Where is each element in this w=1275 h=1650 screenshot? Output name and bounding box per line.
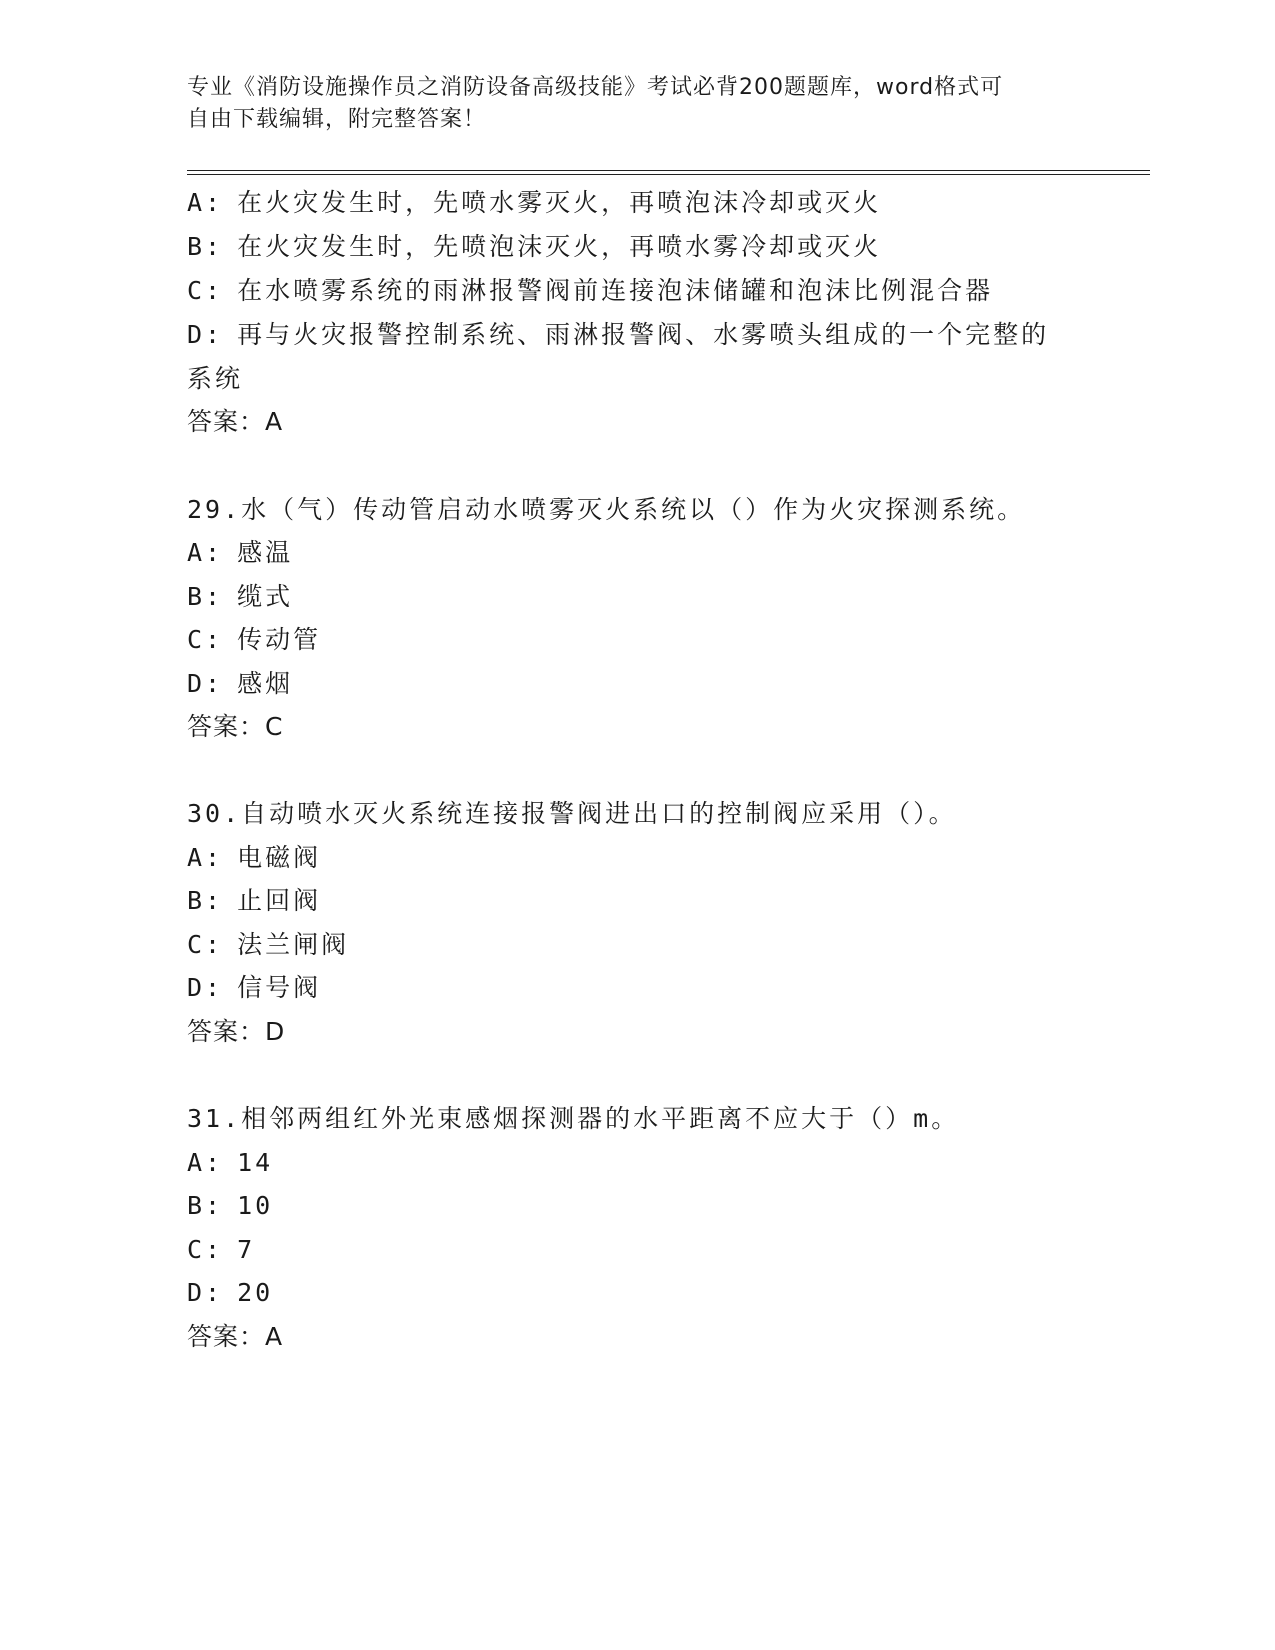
option-text: 在水喷雾系统的雨淋报警阀前连接泡沫储罐和泡沫比例混合器	[237, 276, 994, 305]
option-a	[187, 840, 321, 876]
document-title-line-1: 专业《消防设施操作员之消防设备高级技能》考试必背200题题库，word格式可	[187, 75, 1004, 100]
option-text: 7	[237, 1235, 256, 1264]
option-a	[187, 1145, 273, 1181]
option-d	[187, 666, 293, 702]
option-text: 20	[237, 1278, 274, 1307]
option-letter: D:	[187, 320, 224, 349]
option-c	[187, 273, 993, 309]
option-letter: C:	[187, 1235, 224, 1264]
option-letter: A:	[187, 538, 224, 567]
option-letter: C:	[187, 276, 224, 305]
option-text: 在火灾发生时，先喷水雾灭火，再喷泡沫冷却或灭火	[237, 188, 882, 217]
option-letter: B:	[187, 582, 224, 611]
answer-label: 答案：D	[187, 1017, 286, 1046]
document-title-line-2: 自由下载编辑，附完整答案！	[187, 107, 487, 132]
option-text: 传动管	[237, 625, 322, 654]
question-stem: 30.自动喷水灭火系统连接报警阀进出口的控制阀应采用（）。	[187, 799, 957, 828]
answer-label: 答案：A	[187, 407, 284, 436]
option-letter: A:	[187, 1148, 224, 1177]
option-d	[187, 1275, 273, 1311]
answer-label: 答案：A	[187, 1322, 284, 1351]
option-text: 止回阀	[237, 886, 322, 915]
option-letter: D:	[187, 669, 224, 698]
option-letter: C:	[187, 625, 224, 654]
option-c	[187, 1232, 255, 1268]
option-d	[187, 970, 321, 1006]
option-text: 信号阀	[237, 973, 322, 1002]
option-c	[187, 622, 321, 658]
option-b	[187, 1188, 273, 1224]
question-stem: 29.水（气）传动管启动水喷雾灭火系统以（）作为火灾探测系统。	[187, 495, 1026, 524]
option-letter: A:	[187, 188, 224, 217]
answer-label: 答案：C	[187, 712, 284, 741]
header-rule-bottom	[187, 174, 1150, 175]
option-letter: A:	[187, 843, 224, 872]
option-letter: D:	[187, 1278, 224, 1307]
option-text: 法兰闸阀	[237, 930, 350, 959]
option-c	[187, 927, 349, 963]
option-text: 14	[237, 1148, 274, 1177]
option-letter: D:	[187, 973, 224, 1002]
question-stem: 31.相邻两组红外光束感烟探测器的水平距离不应大于（）m。	[187, 1104, 960, 1133]
option-letter: B:	[187, 1191, 224, 1220]
option-letter: B:	[187, 886, 224, 915]
header-rule-top	[187, 170, 1150, 171]
option-letter: B:	[187, 232, 224, 261]
option-text: 感温	[237, 538, 294, 567]
option-text: 缆式	[237, 582, 294, 611]
option-b	[187, 229, 881, 265]
option-text: 感烟	[237, 669, 294, 698]
option-text: 再与火灾报警控制系统、雨淋报警阀、水雾喷头组成的一个完整的	[237, 320, 1050, 349]
option-d	[187, 317, 1049, 353]
option-b	[187, 579, 293, 615]
option-letter: C:	[187, 930, 224, 959]
option-a	[187, 535, 293, 571]
option-text: 在火灾发生时，先喷泡沫灭火，再喷水雾冷却或灭火	[237, 232, 882, 261]
option-text: 10	[237, 1191, 274, 1220]
option-a	[187, 185, 881, 221]
option-d-continuation: 系统	[187, 364, 244, 393]
option-b	[187, 883, 321, 919]
option-text: 电磁阀	[237, 843, 322, 872]
